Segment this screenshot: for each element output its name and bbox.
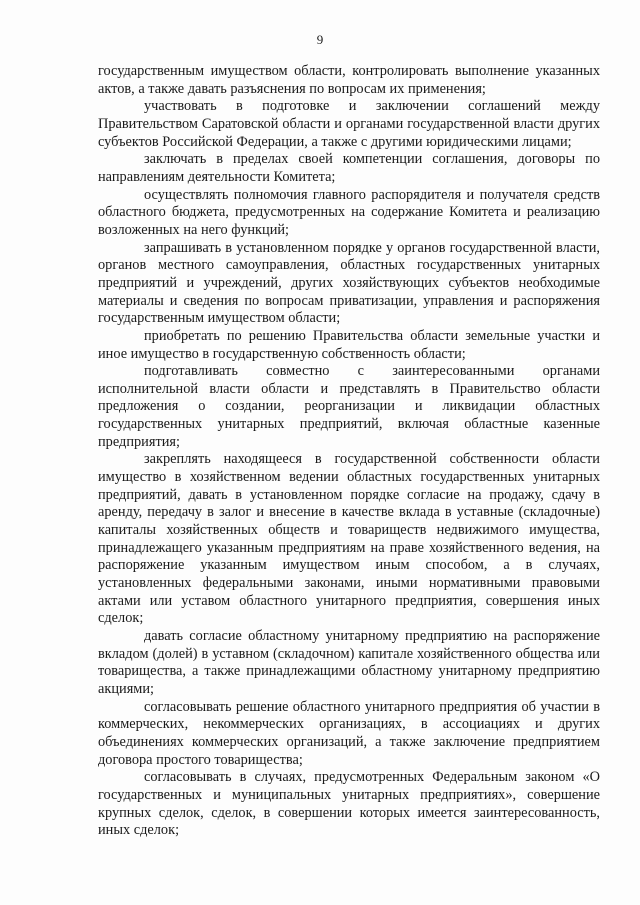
- paragraph-budget-powers: осуществлять полномочия главного распорядителя и получателя средств областного бюджета, предусмотренных на содержание Комитета и реализацию возложенных на него функций;: [98, 186, 600, 238]
- paragraph-approve-participation: согласовывать решение областного унитарного предприятия об участии в коммерческих, некоммерческих организациях, в ассоциациях и других объединениях коммерческих организаций, а также заключение предприятием договора простого товарищества;: [98, 698, 600, 768]
- paragraph-assign-property: закреплять находящееся в государственной собственности области имущество в хозяйственном ведении областных государственных унитарных предприятий, давать в установленном порядке согласие на продажу, сдачу в аренду, передачу в залог и внесение в качестве вклада в уставные (складочные) капиталы хозяйственных обществ и товариществ недвижимого имущества, принадлежащего указанным предприятиям на праве хозяйственного ведения, на распоряжение указанным имуществом иным способом, а в случаях, установленных федеральными законами, иными нормативными правовыми актами или уставом областного унитарного предприятия, совершения иных сделок;: [98, 451, 600, 627]
- paragraph-continuation: государственным имуществом области, контролировать выполнение указанных актов, а также давать разъяснения по вопросам их применения;: [98, 63, 600, 97]
- paragraph-request-materials: запрашивать в установленном порядке у органов государственной власти, органов местного самоуправления, областных государственных унитарных предприятий и учреждений, других хозяйствующих субъектов необходимые материалы и сведения по вопросам приватизации, управления и распоряжения государственным имуществом области;: [98, 239, 600, 327]
- paragraph-acquire-land: приобретать по решению Правительства области земельные участки и иное имущество в государственную собственность области;: [98, 327, 600, 362]
- document-body: [98, 63, 600, 840]
- paragraph-consent-share-disposal: давать согласие областному унитарному предприятию на распоряжение вкладом (долей) в уставном (складочном) капитале хозяйственного общества или товарищества, а также принадлежащими областному унитарному предприятию акциями;: [98, 628, 600, 697]
- paragraph-approve-major-deals: согласовывать в случаях, предусмотренных Федеральным законом «О государственных и муниципальных унитарных предприятиях», совершение крупных сделок, сделок, в совершении которых имеется заинтересованность, иных сделок;: [98, 769, 600, 839]
- page-number: 9: [316, 32, 324, 47]
- paragraph-conclude-agreements: заключать в пределах своей компетенции соглашения, договоры по направлениям деятельности Комитета;: [98, 151, 600, 185]
- paragraph-prepare-proposals: подготавливать совместно с заинтересованными органами исполнительной власти области и представлять в Правительство области предложения о создании, реорганизации и ликвидации областных государственных унитарных предприятий, включая областные казенные предприятия;: [98, 363, 600, 450]
- paragraph-participate-agreements: участвовать в подготовке и заключении соглашений между Правительством Саратовской области и органами государственной власти других субъектов Российской Федерации, а также с другими юридическими лицами;: [98, 98, 600, 150]
